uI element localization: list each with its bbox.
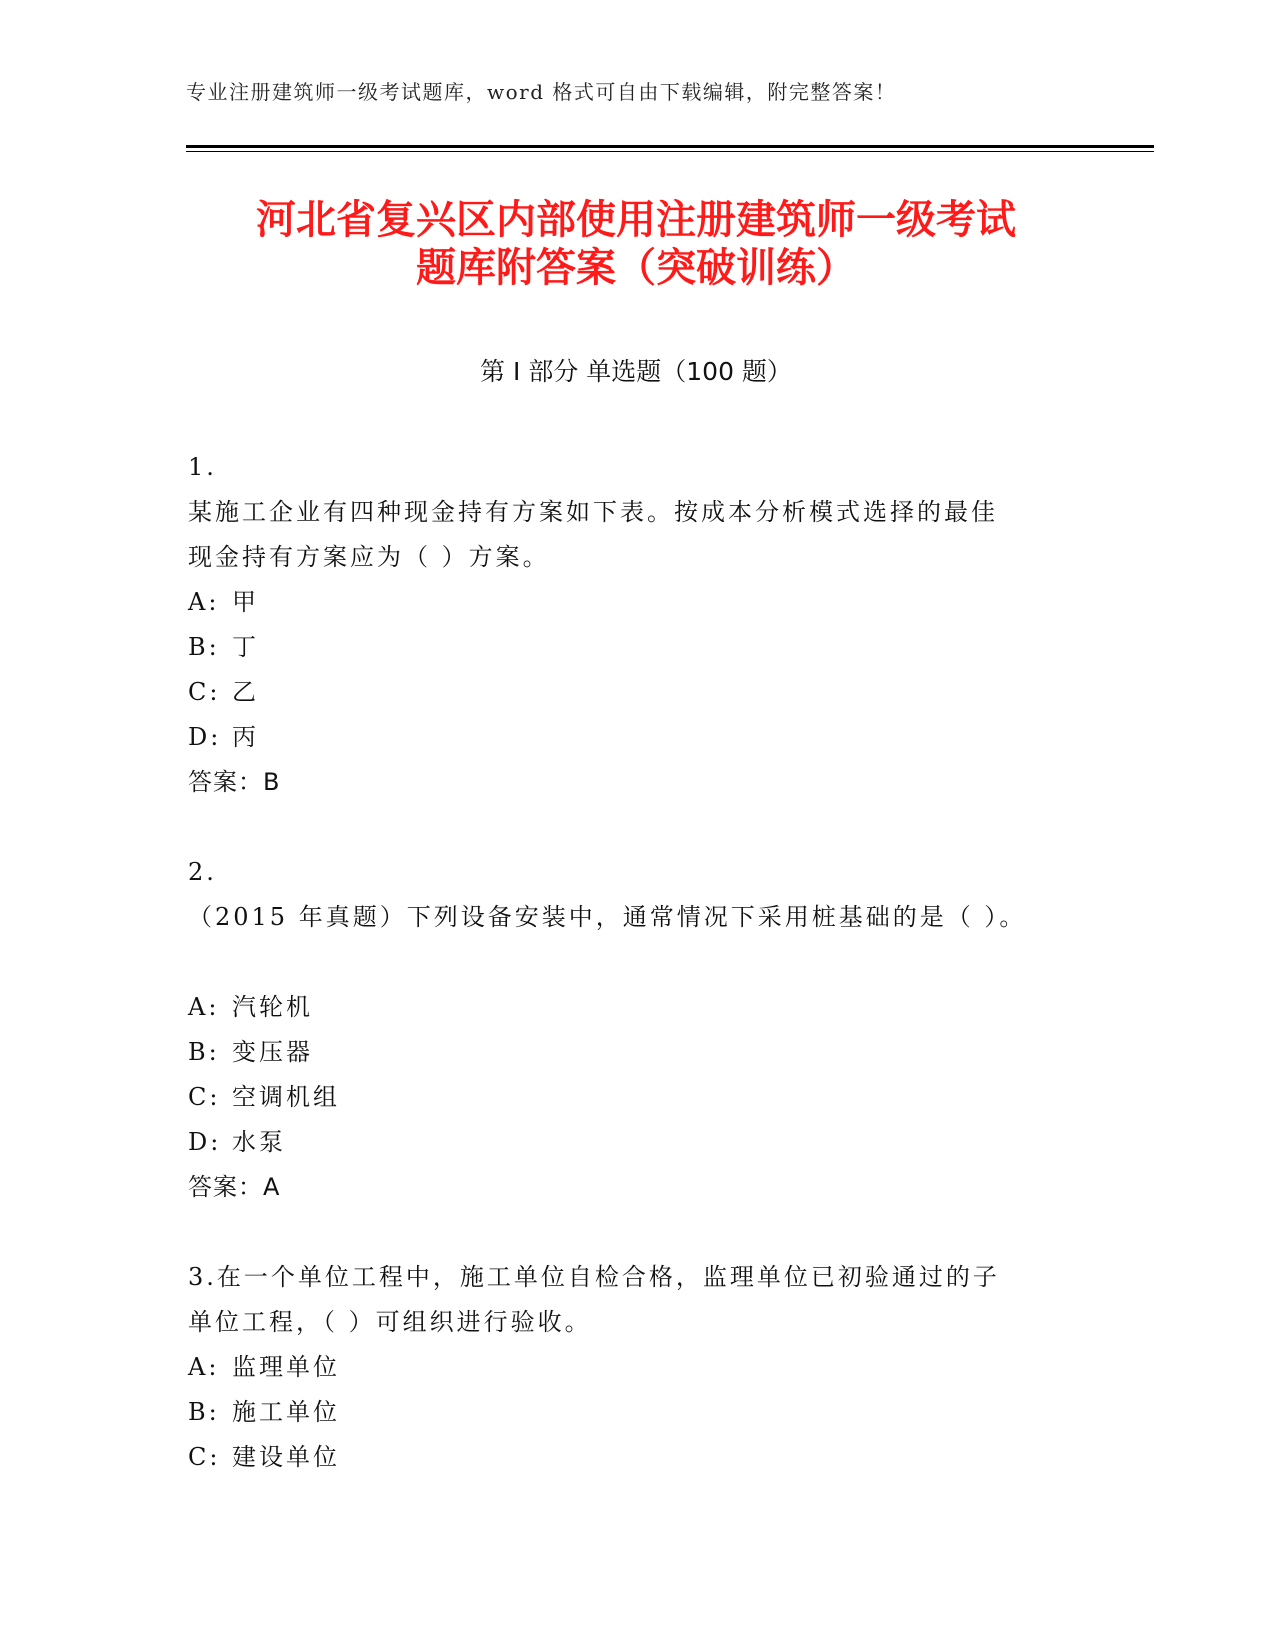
option-key: C: <box>188 678 221 706</box>
option-key: B: <box>188 633 220 661</box>
question-3 <box>188 1255 1068 1480</box>
option-key: D: <box>188 723 222 751</box>
option-text: 施工单位 <box>232 1398 340 1426</box>
option-text: 乙 <box>232 678 259 706</box>
option-key: A: <box>188 1353 220 1381</box>
document-title-line-2: 题库附答案（突破训练） <box>416 245 856 291</box>
option-c <box>188 670 1068 715</box>
spacer <box>188 805 1068 850</box>
option-key: A: <box>188 993 220 1021</box>
question-stem-line: 3.在一个单位工程中，施工单位自检合格，监理单位已初验通过的子 <box>188 1263 1000 1291</box>
question-stem-line: 现金持有方案应为（ ）方案。 <box>188 543 550 571</box>
option-key: C: <box>188 1443 221 1471</box>
option-text: 水泵 <box>232 1128 286 1156</box>
option-text: 丁 <box>232 633 259 661</box>
header-rule-thin <box>186 151 1154 152</box>
question-number: 2. <box>188 858 217 886</box>
option-a <box>188 985 1068 1030</box>
option-text: 建设单位 <box>232 1443 340 1471</box>
option-text: 监理单位 <box>232 1353 340 1381</box>
question-stem-line: 单位工程，（ ）可组织进行验收。 <box>188 1308 592 1336</box>
option-text: 变压器 <box>232 1038 313 1066</box>
question-stem-line: 某施工企业有四种现金持有方案如下表。按成本分析模式选择的最佳 <box>188 498 998 526</box>
document-title-line-1: 河北省复兴区内部使用注册建筑师一级考试 <box>256 197 1016 243</box>
option-d <box>188 715 1068 760</box>
document-title <box>186 196 1086 292</box>
question-number: 1. <box>188 453 217 481</box>
answer-line: 答案：B <box>188 768 281 796</box>
question-list <box>188 445 1068 1480</box>
option-key: C: <box>188 1083 221 1111</box>
question-1 <box>188 445 1068 805</box>
option-text: 空调机组 <box>232 1083 340 1111</box>
question-2 <box>188 850 1068 1210</box>
option-a <box>188 1345 1068 1390</box>
option-text: 甲 <box>232 588 259 616</box>
question-stem-line: （2015 年真题）下列设备安装中，通常情况下采用桩基础的是（ ）。 <box>188 903 1027 931</box>
section-title: 第 I 部分 单选题（100 题） <box>480 357 792 386</box>
header-rule-thick <box>186 145 1154 148</box>
option-c <box>188 1435 1068 1480</box>
option-b <box>188 1030 1068 1075</box>
option-d <box>188 1120 1068 1165</box>
option-key: B: <box>188 1398 220 1426</box>
answer-line: 答案：A <box>188 1173 281 1201</box>
option-a <box>188 580 1068 625</box>
spacer <box>188 940 1068 985</box>
option-text: 汽轮机 <box>232 993 313 1021</box>
option-text: 丙 <box>232 723 259 751</box>
option-key: D: <box>188 1128 222 1156</box>
spacer <box>188 1210 1068 1255</box>
option-key: B: <box>188 1038 220 1066</box>
header-note: 专业注册建筑师一级考试题库，word 格式可自由下载编辑，附完整答案！ <box>186 80 897 104</box>
option-c <box>188 1075 1068 1120</box>
option-b <box>188 1390 1068 1435</box>
option-key: A: <box>188 588 220 616</box>
option-b <box>188 625 1068 670</box>
